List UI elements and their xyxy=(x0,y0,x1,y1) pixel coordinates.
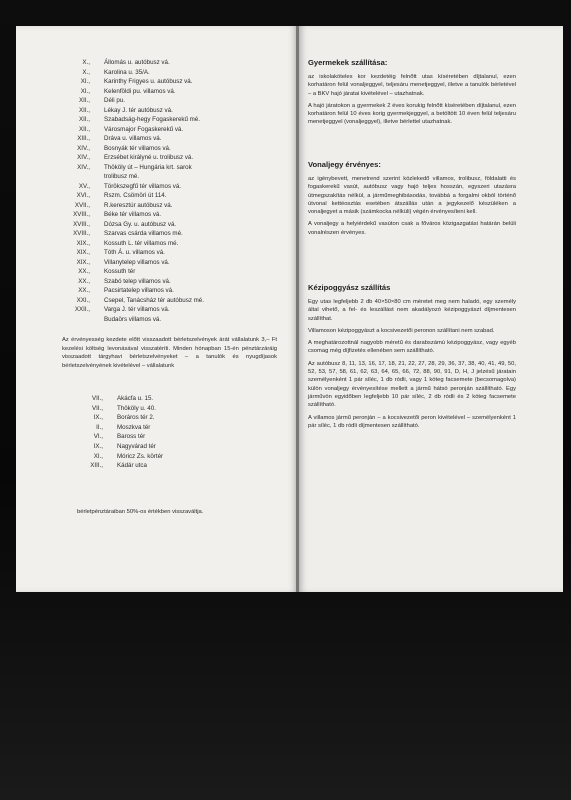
station-row xyxy=(60,286,280,296)
station-row xyxy=(60,305,280,315)
district-number: XIX., xyxy=(76,258,90,266)
station-row xyxy=(60,248,280,258)
ticket-office-list xyxy=(72,394,272,471)
section-paragraph: Villamoson kézipoggyászt a kocsivezetői peronon szállítani nem szabad. xyxy=(308,327,495,334)
section-paragraph: Egy utas legfeljebb 2 db 40×50×80 cm méretet meg nem haladó, egy személy által vihető, a fel- és leszállást nem akadályozó kézipoggyászt díjmentesen szállíthat. xyxy=(308,299,516,322)
section-paragraph: Az autóbusz 8, 11, 13, 16, 17, 18, 21, 22, 27, 28, 29, 36, 37, 38, 40, 41, 49, 50, 52, 53, 57, 58, 61, 62, 63, 64, 65, 66, 72, 88, 90, 91, D, H, J jelzésű járatain személyenként 1 pár síléc, 1 db ródli, vagy 1 köteg facsemete (becsomagolva) külön vonaljegy érvényesítése mellett a jármű hátsó peronján szállítható. Egy járművön egyidőben legfeljebb 10 pár síléc, 2 db ródli és 2 köteg facsemete szállítható. xyxy=(308,360,516,409)
district-number: XX., xyxy=(78,287,90,294)
district-number: IX., xyxy=(93,442,103,450)
station-name: Thököly út – Hungária krt. sarok xyxy=(104,163,192,171)
district-number: XI., xyxy=(93,452,103,460)
section-luggage xyxy=(308,283,516,434)
station-row xyxy=(60,267,280,277)
station-name: Nagyvárad tér xyxy=(117,442,156,450)
section-title: Vonaljegy érvényes: xyxy=(308,160,381,169)
district-number: XVIII., xyxy=(73,211,90,218)
station-row xyxy=(60,315,280,325)
district-number: XIX., xyxy=(76,239,90,247)
station-name: Szarvas csárda villamos mé. xyxy=(104,230,183,237)
station-name: Béke tér villamos vá. xyxy=(104,211,162,218)
station-name: Budaörs villamos vá. xyxy=(104,315,162,323)
station-name: Bosnyák tér villamos vá. xyxy=(104,144,171,152)
district-number: XIX., xyxy=(76,249,90,256)
station-row xyxy=(60,163,280,173)
station-name: Akácfa u. 15. xyxy=(117,395,154,402)
station-row xyxy=(72,394,272,404)
station-row xyxy=(60,125,280,135)
station-row xyxy=(60,296,280,306)
station-name: Dózsa Gy. u. autóbusz vá. xyxy=(104,220,177,228)
station-row xyxy=(60,191,280,201)
station-name: Rszm. Csömöri út 114. xyxy=(104,192,167,199)
district-number: XIII., xyxy=(90,462,103,470)
station-name: Kossuth L. tér villamos mé. xyxy=(104,239,179,247)
station-row xyxy=(72,432,272,442)
station-row xyxy=(60,172,280,182)
station-row xyxy=(72,461,272,471)
station-row xyxy=(60,258,280,268)
station-name: trolibusz mé. xyxy=(104,173,140,180)
section-paragraph: az iskolaköteles kor kezdetéig felnőtt utas kíséretében díjtalanul, ezen korhatáron felül vonaljeggyel, teljesáru menetjeggyel, illetve a tanulók bérletével – a BKV hajó járatai kivételével – utazhatnak. xyxy=(308,74,516,97)
station-name: Tóth Á. u. villamos vá. xyxy=(104,249,165,256)
station-name: Állomás u. autóbusz vá. xyxy=(104,59,170,66)
station-row xyxy=(60,96,280,106)
station-name: Törökszegfű tér villamos vá. xyxy=(104,182,182,190)
station-row xyxy=(60,68,280,78)
station-name: Pacsirtatelep villamos vá. xyxy=(104,287,174,294)
station-row xyxy=(60,153,280,163)
section-title: Kézipoggyász szállítás xyxy=(308,283,391,292)
station-name: Kádár utca xyxy=(117,462,147,470)
station-name: Dráva u. villamos vá. xyxy=(104,135,162,142)
station-name: Lékay J. tér autóbusz vá. xyxy=(104,106,173,114)
station-name: Kossuth tér xyxy=(104,268,136,275)
station-name: Szabadság-hegy Fogaskerekű mé. xyxy=(104,116,200,123)
district-number: X., xyxy=(82,68,90,76)
station-row xyxy=(60,210,280,220)
district-number: II., xyxy=(96,423,103,431)
station-name: Erzsébet királyné u. trolibusz vá. xyxy=(104,154,194,161)
station-name: Szabó telep villamos vá. xyxy=(104,277,171,285)
district-number: VI., xyxy=(93,433,103,441)
section-line-ticket xyxy=(308,160,516,241)
book-spine xyxy=(296,26,299,592)
district-number: XI., xyxy=(80,78,90,85)
station-name: Móricz Zs. körtér xyxy=(117,452,164,460)
station-name: Városmajor Fogaskerekű vá. xyxy=(104,125,184,133)
station-row xyxy=(72,423,272,433)
refund-footer: bérletpénztáraiban 50%-os értékben visszaváltja. xyxy=(77,509,204,515)
station-row xyxy=(60,182,280,192)
district-number: XII., xyxy=(78,97,90,104)
district-number: XI., xyxy=(80,87,90,95)
district-number: XIII., xyxy=(77,135,90,142)
district-number: VII., xyxy=(91,404,103,412)
section-paragraph: A villamos jármű peronján – a kocsivezetői peron kivételével – személyenként 1 pár síléc, 1 db ródli díjmentesen szállítható. xyxy=(308,414,516,429)
district-number: VII., xyxy=(91,395,103,402)
district-number: XII., xyxy=(78,125,90,133)
station-row xyxy=(60,106,280,116)
station-name: Varga J. tér villamos vá. xyxy=(104,306,170,313)
station-row xyxy=(60,87,280,97)
station-name: Thököly u. 40. xyxy=(117,404,156,412)
station-row xyxy=(72,404,272,414)
district-number: XVIII., xyxy=(73,230,90,237)
district-number: XII., xyxy=(78,106,90,114)
section-paragraph: A vonaljegy a helyiérdekű vasúton csak a főváros közigazgatási határán belüli vonalrészen érvényes. xyxy=(308,221,516,236)
station-row xyxy=(60,229,280,239)
section-title: Gyermekek szállítása: xyxy=(308,58,388,67)
station-row xyxy=(72,442,272,452)
district-number: XVI., xyxy=(76,192,90,199)
section-paragraph: az igénybevett, menetrend szerint közlekedő villamos, trolibusz, földalatti és fogaskerekű vasút, autóbusz vagy hajó teljes hosszán, egyszeri utazásra útmegszakítás nélkül, a járműmeghibásodás, továbbá a forgalmi okból történő útvonal kettéosztás esetében átszállás után a jegykezelő készüléken a vonaljegyet a másik (számkocka nélküli) végén érvényesíteni kell. xyxy=(308,176,516,216)
station-row xyxy=(60,58,280,68)
station-row xyxy=(60,239,280,249)
district-number: XX., xyxy=(78,268,90,275)
refund-paragraph: Az érvényesség kezdete előtt visszaadott bérletszelvények árát vállalatunk 3,– Ft kezelési költség levonásával visszatéríti. Minden hónapban 15-én pénztárzáráig visszaadott tárgyhavi bérletszelvényeket – a tanulók és nyugdíjasok bérletszelvényének kivételével – vállalatunk xyxy=(62,337,277,369)
district-number: XVII., xyxy=(74,201,90,209)
section-paragraph: A meghatározottnál nagyobb méretű és darabszámú kézipoggyász, vagy egyéb csomag még díjfizetés ellenében sem szállítható. xyxy=(308,340,516,355)
station-name: Boráros tér 2. xyxy=(117,414,155,422)
station-name: Karinthy Frigyes u. autóbusz vá. xyxy=(104,78,193,85)
station-list xyxy=(60,58,280,324)
station-row xyxy=(72,452,272,462)
district-number: XX., xyxy=(78,277,90,285)
station-name: Villanytelep villamos vá. xyxy=(104,258,170,266)
district-number: XV., xyxy=(78,182,90,190)
station-row xyxy=(60,277,280,287)
station-name: Kelenföldi pu. villamos vá. xyxy=(104,87,176,95)
district-number: XXII., xyxy=(74,306,90,313)
district-number: XXI., xyxy=(76,296,90,304)
station-row xyxy=(60,77,280,87)
district-number: XIV., xyxy=(77,163,90,171)
station-name: Csepel, Tanácsház tér autóbusz mé. xyxy=(104,296,204,304)
district-number: XIV., xyxy=(77,144,90,152)
section-paragraph: A hajó járatokon a gyermekek 2 éves korukig felnőtt kíséretében díjtalanul, ezen korhatáron felül 10 éves korig gyermekjeggyel, a betöltött 10 éven felül teljesáru menetjeggyel (vonaljeggyel), illetve bérlettel utazhatnak. xyxy=(308,102,516,126)
station-row xyxy=(60,134,280,144)
district-number: XIV., xyxy=(77,154,90,161)
station-row xyxy=(60,201,280,211)
station-row xyxy=(60,144,280,154)
district-number xyxy=(60,172,104,182)
station-name: Karolina u. 35/A. xyxy=(104,68,150,76)
section-children xyxy=(308,58,516,131)
station-name: Déli pu. xyxy=(104,97,125,104)
district-number: X., xyxy=(82,59,90,66)
district-number: XII., xyxy=(78,116,90,123)
district-number: XVIII., xyxy=(73,220,90,228)
district-number: IX., xyxy=(93,414,103,422)
station-name: Baross tér xyxy=(117,433,146,441)
station-row xyxy=(72,413,272,423)
station-name: R.keresztúr autóbusz vá. xyxy=(104,201,173,209)
station-name: Moszkva tér xyxy=(117,423,151,431)
district-number xyxy=(60,315,104,325)
station-row xyxy=(60,220,280,230)
station-row xyxy=(60,115,280,125)
